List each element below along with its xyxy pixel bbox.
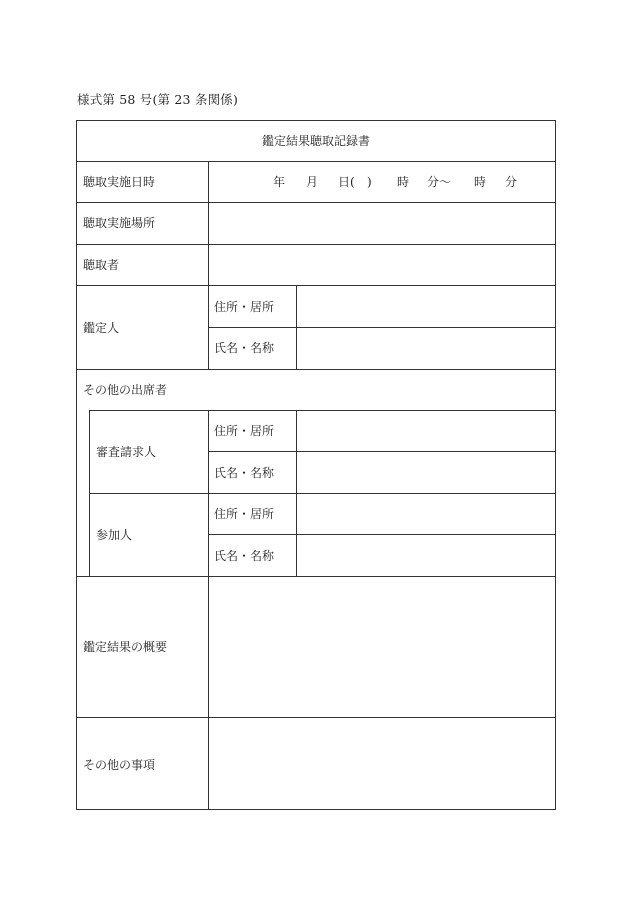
divider [77, 369, 555, 370]
weekday-close: ) [367, 175, 372, 189]
participant-label: 参加人 [96, 528, 133, 542]
form-title: 鑑定結果聴取記録書 [261, 134, 370, 148]
participant-name-label: 氏名・名称 [214, 549, 275, 563]
requester-name-field[interactable] [297, 452, 555, 493]
month-unit: 月 [306, 175, 319, 189]
place-field[interactable] [209, 203, 555, 244]
other-attendees-label: その他の出席者 [83, 383, 168, 397]
listener-field[interactable] [209, 245, 555, 285]
appraisal-hearing-record-form [76, 120, 556, 810]
participant-name-field[interactable] [297, 535, 555, 576]
requester-name-label: 氏名・名称 [214, 466, 275, 480]
appraiser-label: 鑑定人 [83, 321, 120, 335]
appraiser-address-label: 住所・居所 [214, 300, 275, 314]
divider [77, 161, 555, 162]
appraiser-name-label: 氏名・名称 [214, 341, 275, 355]
place-label: 聴取実施場所 [83, 216, 156, 230]
appraiser-address-field[interactable] [297, 286, 555, 327]
start-hour-unit: 時 [397, 175, 410, 189]
requester-address-field[interactable] [297, 411, 555, 451]
start-minute-unit: 分〜 [427, 175, 452, 189]
appraiser-name-field[interactable] [297, 328, 555, 369]
listener-label: 聴取者 [83, 258, 120, 272]
form-number-note: 様式第 58 号(第 23 条関係) [77, 92, 239, 107]
day-unit: 日( [338, 175, 355, 189]
datetime-label: 聴取実施日時 [83, 175, 156, 189]
participant-address-field[interactable] [297, 494, 555, 534]
requester-label: 審査請求人 [96, 445, 157, 459]
requester-address-label: 住所・居所 [214, 424, 275, 438]
end-hour-unit: 時 [474, 175, 487, 189]
end-minute-unit: 分 [505, 175, 518, 189]
participant-address-label: 住所・居所 [214, 507, 275, 521]
divider [89, 410, 90, 576]
other-matters-field[interactable] [209, 718, 555, 809]
summary-field[interactable] [209, 577, 555, 717]
year-unit: 年 [273, 175, 286, 189]
summary-label: 鑑定結果の概要 [83, 640, 168, 654]
other-matters-label: その他の事項 [83, 758, 156, 772]
